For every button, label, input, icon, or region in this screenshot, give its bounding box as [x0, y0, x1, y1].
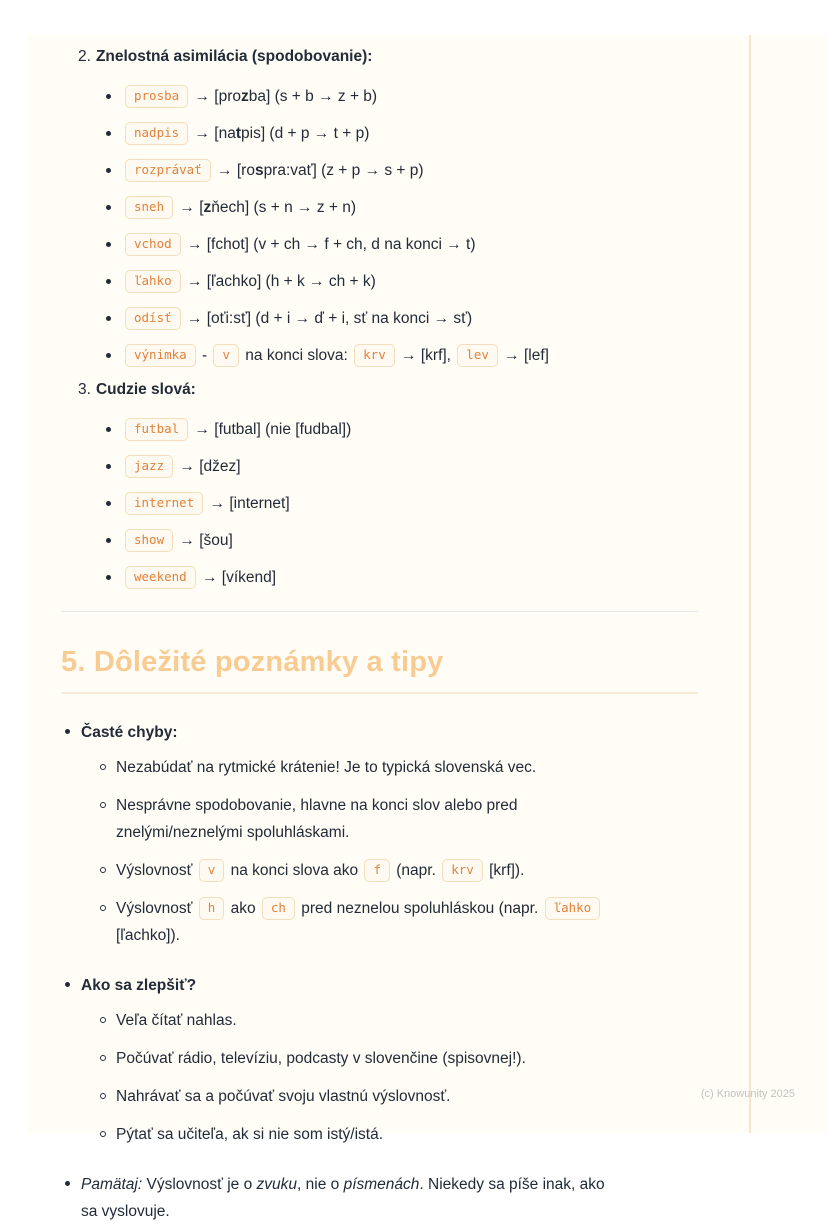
text-segment: ako [226, 900, 260, 917]
code-badge: v [213, 344, 239, 367]
text-segment: → [oťi:sť] (d + i → ď + i, sť na konci → sť) [182, 310, 473, 327]
list-item [106, 418, 698, 442]
text-segment: - [197, 347, 212, 364]
text-segment: (napr. [391, 862, 441, 879]
text-segment: → [futbal] (nie [fudbal]) [190, 421, 352, 438]
text-segment: → [na [190, 125, 236, 142]
text-segment: → [ľachko] (h + k → ch + k) [182, 273, 376, 290]
code-badge: nadpis [125, 122, 188, 145]
section-3-number: 3. [78, 381, 91, 398]
text-segment: [krf]). [484, 862, 525, 879]
code-badge: lev [457, 344, 498, 367]
list-item [106, 159, 698, 183]
notes-heading: 5. Dôležité poznámky a tipy [61, 646, 698, 694]
italic-text: zvuku [256, 1176, 298, 1193]
text-segment: na konci slova: [241, 347, 353, 364]
code-badge: rozprávať [125, 159, 211, 182]
list-item [106, 270, 698, 294]
text-segment: → [internet] [205, 495, 290, 512]
text-segment: → [lef] [499, 347, 549, 364]
notes-group [65, 972, 698, 1148]
code-badge: futbal [125, 418, 188, 441]
group-title [81, 1176, 605, 1220]
sublist-item [99, 895, 698, 949]
list-item [106, 196, 698, 220]
code-badge: odísť [125, 307, 181, 330]
sublist-item [99, 792, 698, 846]
text-segment: ba] (s + b → z + b) [248, 88, 378, 105]
bold-text: t [235, 125, 241, 142]
section-3-header [78, 381, 698, 399]
group-title [81, 724, 177, 741]
list-item [106, 455, 698, 479]
text-segment: sa vyslovuje. [81, 1203, 170, 1220]
text-segment: → [ [175, 199, 204, 216]
section-3-list [106, 418, 698, 590]
code-badge: v [199, 859, 225, 882]
sublist-item [99, 1007, 698, 1034]
text-segment: → [džez] [175, 458, 241, 475]
notes-group [65, 1171, 698, 1225]
text-segment: Počúvať rádio, televíziu, podcasty v slovenčine (spisovnej!). [116, 1050, 526, 1067]
worksheet-page [28, 35, 828, 1220]
code-badge: krv [354, 344, 395, 367]
section-2-list [106, 85, 698, 368]
text-segment: → [ro [212, 162, 255, 179]
code-badge: sneh [125, 196, 173, 219]
notes-group [65, 719, 698, 949]
text-segment: Nezabúdať na rytmické krátenie! Je to typická slovenská vec. [116, 759, 537, 776]
section-2-number: 2. [78, 48, 91, 65]
text-segment: Výslovnosť [116, 862, 197, 879]
code-badge: ch [262, 897, 295, 920]
text-segment: → [krf], [396, 347, 456, 364]
group-sublist [99, 1007, 698, 1148]
sublist-item [99, 1083, 698, 1110]
text-segment: pred neznelou spoluhláskou (napr. [296, 900, 543, 917]
text-segment: [ľachko]). [116, 927, 180, 944]
list-item [106, 344, 698, 368]
code-badge: ľahko [125, 270, 181, 293]
section-2-title: Znelostná asimilácia (spodobovanie): [95, 48, 373, 65]
code-badge: vchod [125, 233, 181, 256]
group-sublist [99, 754, 698, 949]
sublist-item [99, 857, 698, 884]
text-segment: → [pro [190, 88, 241, 105]
bold-text: z [203, 199, 212, 216]
code-badge: f [364, 859, 390, 882]
watermark: (c) Knowunity 2025 [700, 1088, 795, 1100]
list-item [106, 307, 698, 331]
text-segment: ňech] (s + n → z + n) [211, 199, 357, 216]
text-segment: Výslovnosť je o [142, 1176, 257, 1193]
code-badge: show [125, 529, 173, 552]
worksheet-content [28, 35, 828, 1225]
sublist-item [99, 1045, 698, 1072]
text-segment: na konci slova ako [226, 862, 363, 879]
bold-text: Ako sa zlepšiť? [81, 977, 197, 994]
text-segment: → [šou] [175, 532, 233, 549]
code-badge: výnimka [125, 344, 196, 367]
code-badge: jazz [125, 455, 173, 478]
bold-text: z [240, 88, 249, 105]
italic-text: Pamätaj: [81, 1176, 143, 1193]
section-divider [61, 611, 698, 612]
text-segment: Veľa čítať nahlas. [116, 1012, 237, 1029]
text-segment: Nesprávne spodobovanie, hlavne na konci slov alebo pred [116, 797, 518, 814]
text-segment: Nahrávať sa a počúvať svoju vlastnú výslovnosť. [116, 1088, 451, 1105]
code-badge: prosba [125, 85, 188, 108]
section-2-header [78, 48, 698, 66]
section-3-title: Cudzie slová: [95, 381, 196, 398]
text-segment: → [víkend] [197, 569, 277, 586]
list-item [106, 122, 698, 146]
list-item [106, 529, 698, 553]
sublist-item [99, 754, 698, 781]
code-badge: internet [125, 492, 203, 515]
list-item [106, 85, 698, 109]
text-segment: pra:vať] (z + p → s + p) [263, 162, 424, 179]
sublist-item [99, 1121, 698, 1148]
notes-list [65, 719, 698, 1225]
code-badge: weekend [125, 566, 196, 589]
code-badge: h [199, 897, 225, 920]
code-badge: ľahko [545, 897, 601, 920]
list-item [106, 492, 698, 516]
text-segment: pis] (d + p → t + p) [241, 125, 370, 142]
text-segment: → [fchot] (v + ch → f + ch, d na konci → t) [182, 236, 476, 253]
code-badge: krv [442, 859, 483, 882]
group-title [81, 977, 196, 994]
bold-text: s [254, 162, 264, 179]
list-item [106, 566, 698, 590]
bold-text: Časté chyby: [81, 724, 178, 741]
list-item [106, 233, 698, 257]
text-segment: . Niekedy sa píše inak, ako [419, 1176, 605, 1193]
text-segment: znelými/neznelými spoluhláskami. [116, 824, 350, 841]
text-segment: Pýtať sa učiteľa, ak si nie som istý/istá. [116, 1126, 384, 1143]
text-segment: , nie o [297, 1176, 344, 1193]
italic-text: písmenách [343, 1176, 420, 1193]
text-segment: Výslovnosť [116, 900, 197, 917]
